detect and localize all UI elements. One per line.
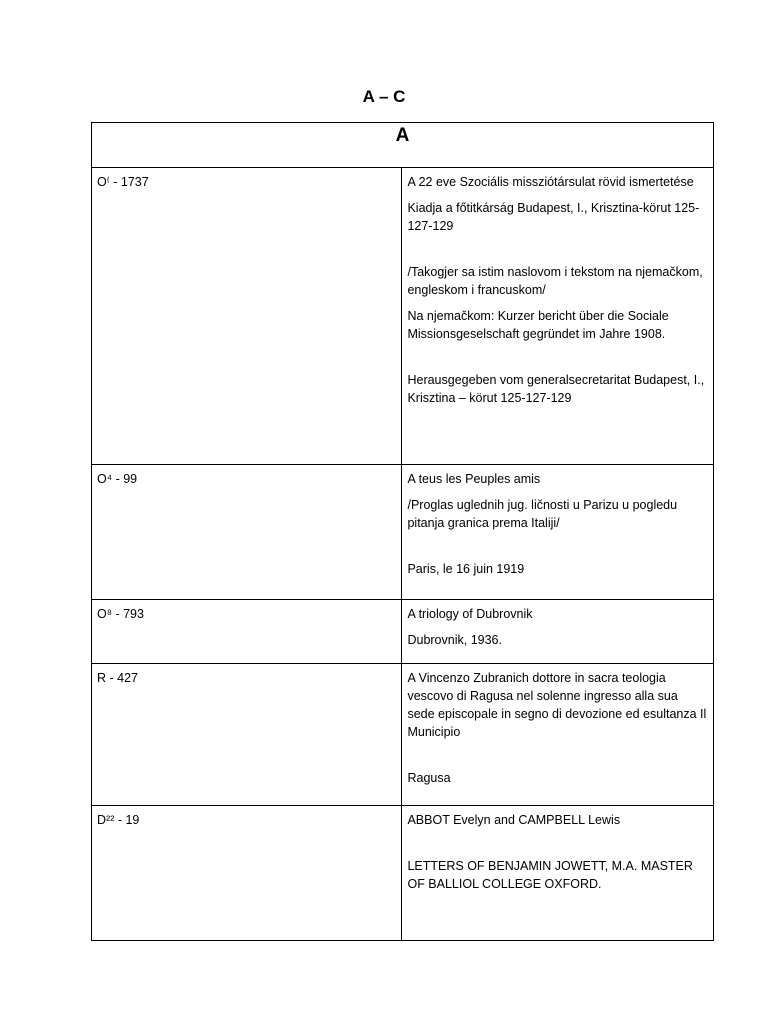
description-cell	[402, 168, 714, 465]
page-title: A – C	[362, 87, 406, 106]
signature-cell	[92, 664, 402, 806]
signature-cell	[92, 806, 402, 941]
entry-line: Na njemačkom: Kurzer bericht über die Sociale Missionsgeselschaft gegründet im Jahre 1908.	[407, 309, 673, 341]
signature: O⁸ - 793	[97, 607, 144, 621]
entry-line: Paris, le 16 juin 1919	[407, 562, 525, 576]
entry-line: Dubrovnik, 1936.	[407, 633, 502, 647]
spacer	[407, 351, 708, 371]
entry-line: Kiadja a főtitkárság Budapest, I., Krisztina-körut 125-127-129	[407, 201, 700, 233]
entry-line: LETTERS OF BENJAMIN JOWETT, M.A. MASTER OF BALLIOL COLLEGE OXFORD.	[407, 859, 697, 891]
spacer	[407, 837, 708, 857]
entry-title: A teus les Peuples amis	[407, 472, 541, 486]
entry-title: A 22 eve Szociális missziótársulat rövid ismertetése	[407, 175, 694, 189]
signature: R - 427	[97, 671, 138, 685]
spacer	[407, 540, 708, 560]
entry-line: /Takogjer sa istim naslovom i tekstom na njemačkom, engleskom i francuskom/	[407, 265, 707, 297]
spacer	[407, 749, 708, 769]
signature-cell	[92, 600, 402, 664]
entry-line: /Proglas uglednih jug. ličnosti u Parizu u pogledu pitanja granica prema Italiji/	[407, 498, 681, 530]
description-cell	[402, 465, 714, 600]
signature: O⁽ - 1737	[97, 175, 149, 189]
table-row	[92, 806, 714, 941]
entry-title: ABBOT Evelyn and CAMPBELL Lewis	[407, 813, 621, 827]
entry-title: A Vincenzo Zubranich dottore in sacra teologia vescovo di Ragusa nel solenne ingresso alla sua sede episcopale in segno di devozione ed esultanza Il Municipio	[407, 671, 710, 739]
description-cell	[402, 806, 714, 941]
entry-title: A triology of Dubrovnik	[407, 607, 533, 621]
catalog-table	[91, 122, 714, 941]
description-cell	[402, 600, 714, 664]
table-row	[92, 465, 714, 600]
spacer	[407, 243, 708, 263]
table-row	[92, 168, 714, 465]
signature-cell	[92, 168, 402, 465]
signature: O⁴ - 99	[97, 472, 138, 486]
section-header-row	[92, 123, 714, 168]
table-row	[92, 664, 714, 806]
entry-line: Herausgegeben vom generalsecretaritat Budapest, I., Krisztina – körut 125-127-129	[407, 373, 708, 405]
table-row	[92, 600, 714, 664]
entry-line: Ragusa	[407, 771, 451, 785]
signature: D²² - 19	[97, 813, 140, 827]
description-cell	[402, 664, 714, 806]
section-letter: A	[92, 123, 714, 168]
signature-cell	[92, 465, 402, 600]
